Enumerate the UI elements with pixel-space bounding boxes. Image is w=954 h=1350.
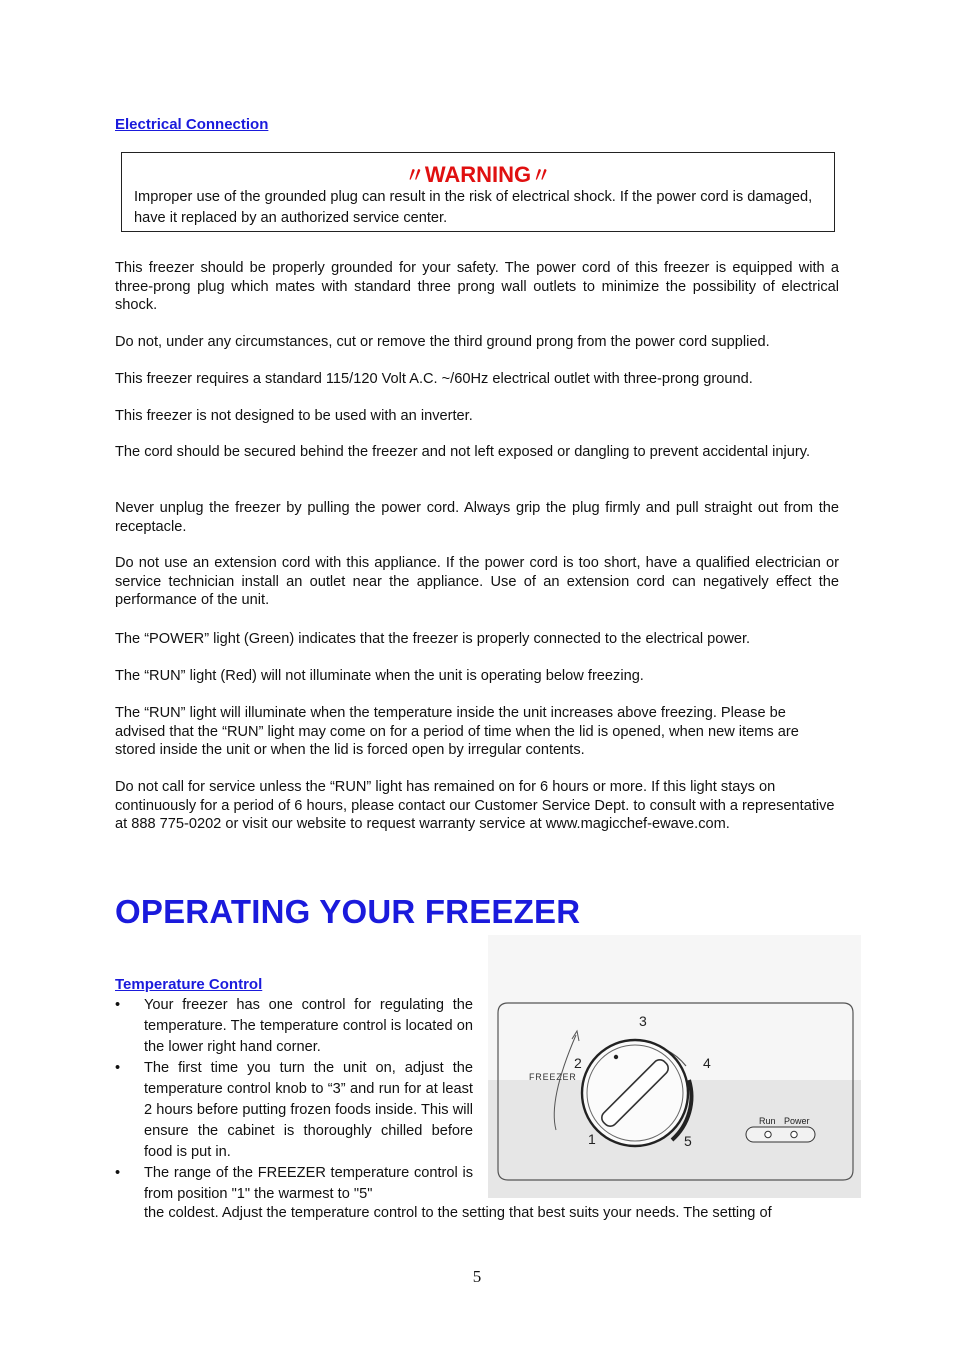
paragraph-extension-cord: Do not use an extension cord with this appliance. If the power cord is too short, have a qualified electrician or service technician install an outlet near the appliance. Use of an extension cord can negatively effect the performance of the unit. <box>115 555 839 609</box>
bullet-text: The range of the FREEZER temperature control is from position "1" the warmest to "5" <box>144 1165 473 1202</box>
bullet-text: Your freezer has one control for regulating the temperature. The temperature control is located on the lower right hand corner. <box>144 997 473 1055</box>
list-item <box>115 1058 473 1163</box>
bullet-text: The first time you turn the unit on, adjust the temperature control knob to “3” and run for at least 2 hours before putting frozen foods inside. This will ensure the cabinet is thoroughly chilled before food is put in. <box>144 1060 473 1160</box>
paragraph-power-light: The “POWER” light (Green) indicates that the freezer is properly connected to the electrical power. <box>115 631 751 647</box>
page-number: 5 <box>472 1267 482 1286</box>
paragraph-grounding: This freezer should be properly grounded for your safety. The power cord of this freezer is equipped with a three-prong plug which mates with standard three prong wall outlets to minimize the possibility of electrical shock. <box>115 260 839 314</box>
dial-number-4: 4 <box>703 1055 711 1071</box>
paragraph-cord-secured: The cord should be secured behind the freezer and not left exposed or dangling to prevent accidental injury. <box>115 444 810 460</box>
warning-title <box>122 159 834 188</box>
dial-indicator-dot <box>614 1055 618 1059</box>
lightning-icon: 〃 <box>404 165 425 187</box>
paragraph-service: Do not call for service unless the “RUN” light has remained on for 6 hours or more. If this light stays on continuously for a period of 6 hours, please contact our Customer Service Dept. to consult with a representative at 888 775-0202 or visit our website to request warranty service at www.magicchef-ewave.com. <box>115 779 835 833</box>
paragraph-outlet: This freezer requires a standard 115/120 Volt A.C. ~/60Hz electrical outlet with three-prong ground. <box>115 371 753 387</box>
electrical-connection-heading[interactable]: Electrical Connection <box>115 116 269 133</box>
paragraph-run-light-off: The “RUN” light (Red) will not illuminate when the unit is operating below freezing. <box>115 668 644 684</box>
paragraph-unplug: Never unplug the freezer by pulling the power cord. Always grip the plug firmly and pull straight out from the receptacle. <box>115 500 839 535</box>
paragraph-run-light-on: The “RUN” light will illuminate when the temperature inside the unit increases above freezing. Please be advised that the “RUN” light may come on for a period of time when the lid is opened, when new items are stored inside the unit or when the lid is forced open by irregular contents. <box>115 705 799 759</box>
bullet-icon: • <box>115 1060 121 1076</box>
dial-number-5: 5 <box>684 1133 692 1149</box>
dial-number-1: 1 <box>588 1131 596 1147</box>
dial-number-3: 3 <box>639 1013 647 1029</box>
warning-title-text: WARNING <box>424 162 532 187</box>
paragraph-ground-prong: Do not, under any circumstances, cut or remove the third ground prong from the power cord supplied. <box>115 334 770 350</box>
list-item <box>115 995 473 1058</box>
run-light-label: Run <box>759 1116 776 1126</box>
bullet-continuation: the coldest. Adjust the temperature control to the setting that best suits your needs. The setting of <box>144 1205 772 1221</box>
warning-text: Improper use of the grounded plug can result in the risk of electrical shock. If the power cord is damaged, have it replaced by an authorized service center. <box>134 189 813 226</box>
freezer-dial-label: FREEZER <box>529 1072 577 1082</box>
list-item <box>115 1163 473 1205</box>
control-panel-diagram <box>488 935 861 1198</box>
dial-number-2: 2 <box>574 1055 582 1071</box>
bullet-icon: • <box>115 997 121 1013</box>
indicator-light-housing <box>746 1127 815 1142</box>
paragraph-inverter: This freezer is not designed to be used with an inverter. <box>115 408 473 424</box>
power-light-label: Power <box>784 1116 810 1126</box>
lightning-icon: 〃 <box>531 165 552 187</box>
temperature-bullet-list <box>115 995 473 1205</box>
bullet-icon: • <box>115 1165 121 1181</box>
power-light-icon <box>791 1131 797 1137</box>
warning-box <box>121 152 835 232</box>
run-light-icon <box>765 1131 771 1137</box>
temperature-control-heading[interactable]: Temperature Control <box>115 976 263 993</box>
operating-section-title: OPERATING YOUR FREEZER <box>115 893 581 930</box>
